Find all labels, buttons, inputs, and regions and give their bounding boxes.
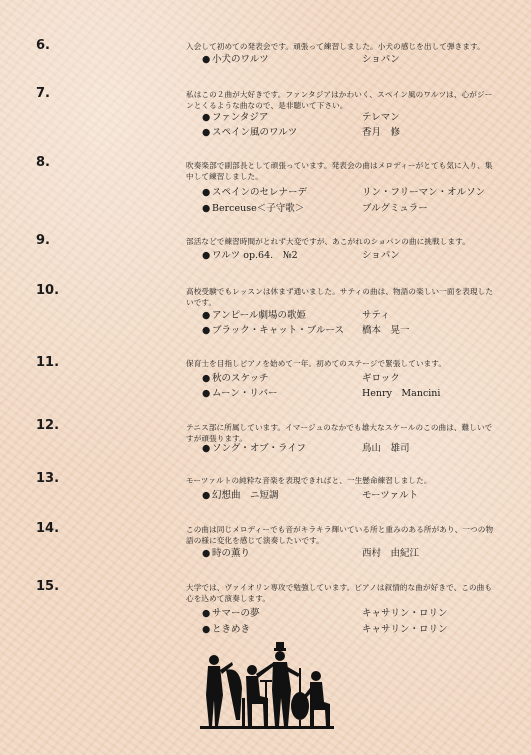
piece-composer: キャサリン・ロリン — [362, 624, 448, 635]
bullet-icon: ● — [202, 203, 211, 214]
piece-row — [202, 386, 502, 401]
bullet-icon: ● — [202, 127, 211, 138]
entry-number: 10. — [36, 283, 60, 298]
piece-title: 幻想曲 ニ短調 — [212, 490, 279, 501]
piece-composer: ブルグミュラー — [362, 203, 428, 214]
bullet-icon: ● — [202, 388, 211, 399]
piece-row — [202, 441, 502, 456]
bullet-icon: ● — [202, 624, 211, 635]
piece-title: ワルツ op.64. №2 — [212, 250, 298, 261]
entry-number: 15. — [36, 579, 60, 594]
bullet-icon: ● — [202, 608, 211, 619]
piece-composer: 橋本 晃一 — [362, 325, 410, 336]
piece-composer: ギロック — [362, 373, 400, 384]
piece-title: アンピール劇場の歌姫 — [212, 310, 307, 321]
bullet-icon: ● — [202, 373, 211, 384]
entry-description: テニス部に所属しています。イマージュのなかでも雄大なスケールのこの曲は、難しいですが頑張ります。 — [186, 423, 493, 443]
entry-description: モーツァルトの純粋な音楽を表現できればと、一生懸命練習しました。 — [186, 476, 432, 485]
bullet-icon: ● — [202, 325, 211, 336]
piece-row — [202, 185, 502, 200]
entry-description: 高校受験でもレッスンは休まず通いました。サティの曲は、物語の楽しい一面を表現したいです。 — [186, 287, 494, 307]
piece-composer: Henry Mancini — [362, 388, 441, 399]
piece-title: ムーン・リバー — [212, 388, 278, 399]
piece-row — [202, 371, 502, 386]
piece-composer: ショパン — [362, 250, 400, 261]
entry-number: 12. — [36, 418, 60, 433]
bullet-icon: ● — [202, 187, 211, 198]
entry-number: 13. — [36, 471, 60, 486]
piece-title: サマーの夢 — [212, 608, 260, 619]
piece-title: スペインのセレナーデ — [212, 187, 308, 198]
piece-composer: 香月 修 — [362, 127, 401, 138]
entry-description: 保育士を目指しピアノを始めて一年。初めてのステージで緊張しています。 — [186, 359, 447, 368]
piece-title: Berceuse＜子守歌＞ — [212, 203, 305, 214]
bullet-icon: ● — [202, 54, 211, 65]
bullet-icon: ● — [202, 443, 211, 454]
musicians-silhouette-icon — [196, 640, 338, 732]
piece-title: ファンタジア — [212, 112, 269, 123]
entry-description: 大学では、ヴァイオリン専攻で勉強しています。ピアノは叙情的な曲が好きで、この曲も心を込めて演奏します。 — [186, 583, 493, 603]
piece-row — [202, 110, 502, 125]
piece-title: ブラック・キャット・ブルース — [212, 325, 344, 336]
piece-composer: 西村 由紀江 — [362, 548, 420, 559]
piece-title: 小犬のワルツ — [212, 54, 269, 65]
piece-row — [202, 488, 502, 503]
piece-composer: キャサリン・ロリン — [362, 608, 448, 619]
entry-number: 7. — [36, 86, 50, 101]
entry-description: 私はこの２曲が大好きです。ファンタジアはかわいく、スペイン風のワルツは、心がジーンとくるような曲なので、是非聴いて下さい。 — [186, 90, 493, 110]
bullet-icon: ● — [202, 548, 211, 559]
entry-number: 11. — [36, 355, 60, 370]
entry-description: 入会して初めての発表会です。頑張って練習しました。小犬の感じを出して弾きます。 — [186, 42, 485, 51]
piece-composer: ショパン — [362, 54, 400, 65]
piece-row — [202, 323, 502, 338]
bullet-icon: ● — [202, 490, 211, 501]
entry-number: 6. — [36, 38, 50, 53]
entry-description: 部活などで練習時間がとれず大変ですが、あこがれのショパンの曲に挑戦します。 — [186, 237, 470, 246]
bullet-icon: ● — [202, 250, 211, 261]
piece-title: ときめき — [212, 624, 251, 635]
piece-title: 時の薫り — [212, 548, 251, 559]
entry-description: 吹奏楽部で副部長として頑張っています。発表会の曲はメロディーがとても気に入り、集中して練習しました。 — [186, 161, 493, 181]
piece-row — [202, 248, 502, 263]
piece-composer: リン・フリーマン・オルソン — [362, 187, 486, 198]
piece-row — [202, 622, 502, 637]
entry-number: 8. — [36, 155, 50, 170]
piece-row — [202, 201, 502, 216]
piece-composer: テレマン — [362, 112, 400, 123]
piece-row — [202, 546, 502, 561]
piece-row — [202, 606, 502, 621]
piece-row — [202, 125, 502, 140]
piece-row — [202, 308, 502, 323]
piece-title: スペイン風のワルツ — [212, 127, 298, 138]
piece-composer: モーツァルト — [362, 490, 419, 501]
piece-composer: サティ — [362, 310, 390, 321]
bullet-icon: ● — [202, 310, 211, 321]
entry-number: 14. — [36, 521, 60, 536]
piece-composer: 鳥山 雄司 — [362, 443, 410, 454]
entry-number: 9. — [36, 233, 50, 248]
piece-title: 秋のスケッチ — [212, 373, 269, 384]
piece-title: ソング・オブ・ライフ — [212, 443, 306, 454]
entry-description: この曲は同じメロディーでも音がキラキラ輝いている所と重みのある所があり、一つの物語の様に変化を感じて演奏したいです。 — [186, 525, 494, 545]
bullet-icon: ● — [202, 112, 211, 123]
piece-row — [202, 52, 502, 67]
